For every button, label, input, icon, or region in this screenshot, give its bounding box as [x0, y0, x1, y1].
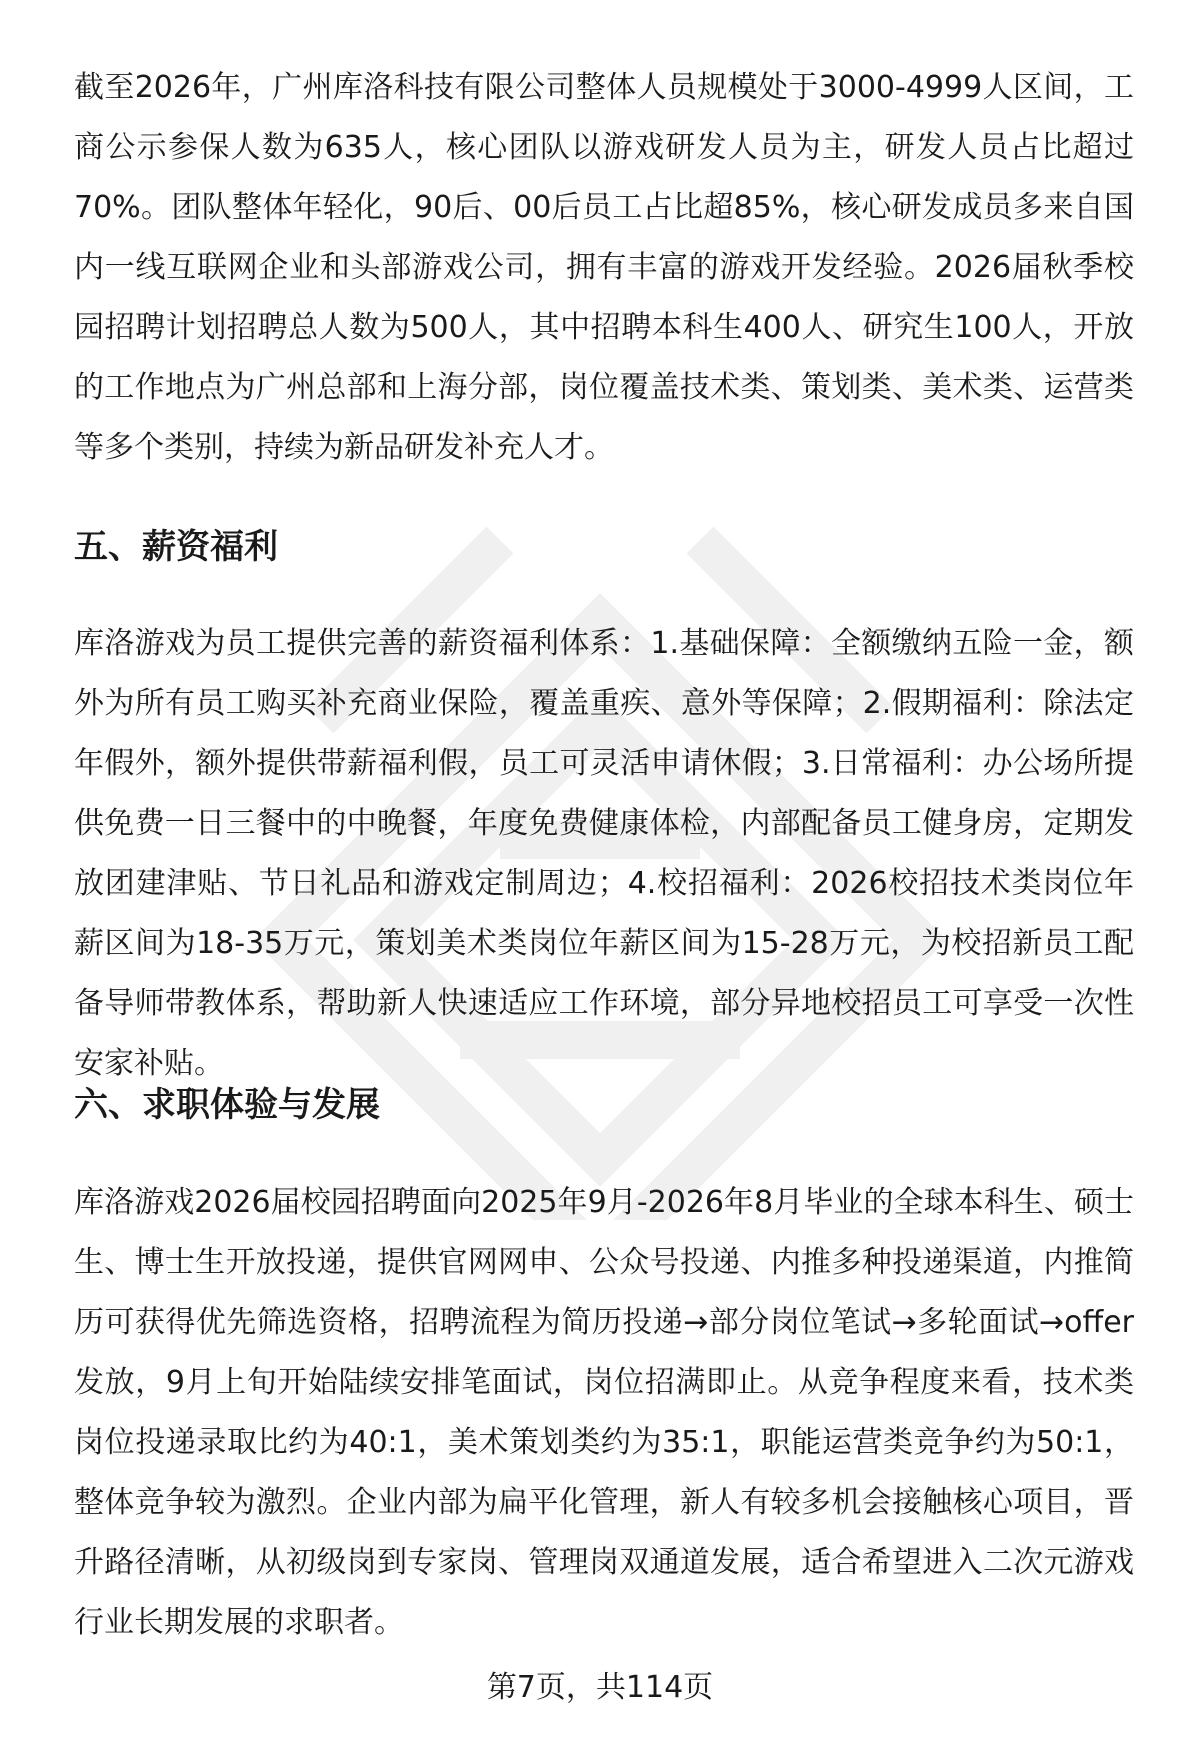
- salary-paragraph: 库洛游戏为员工提供完善的薪资福利体系：1.基础保障：全额缴纳五险一金，额外为所有员工购买补充商业保险，覆盖重疾、意外等保障；2.假期福利：除法定年假外，额外提供带薪福利假，员工可灵活申请休假；3.日常福利：办公场所提供免费一日三餐中的中晚餐，年度免费健康体检，内部配备员工健身房，定期发放团建津贴、节日礼品和游戏定制周边；4.校招福利：2026校招技术类岗位年薪区间为18-35万元，策划美术类岗位年薪区间为15-28万元，为校招新员工配备导师带教体系，帮助新人快速适应工作环境，部分异地校招员工可享受一次性安家补贴。: [74, 626, 1134, 1081]
- experience-paragraph: 库洛游戏2026届校园招聘面向2025年9月-2026年8月毕业的全球本科生、硕士生、博士生开放投递，提供官网网申、公众号投递、内推多种投递渠道，内推简历可获得优先筛选资格，招聘流程为简历投递→部分岗位笔试→多轮面试→offer发放，9月上旬开始陆续安排笔面试，岗位招满即止。从竞争程度来看，技术类岗位投递录取比约为40:1，美术策划类约为35:1，职能运营类竞争约为50:1，整体竞争较为激烈。企业内部为扁平化管理，新人有较多机会接触核心项目，晋升路径清晰，从初级岗到专家岗、管理岗双通道发展，适合希望进入二次元游戏行业长期发展的求职者。: [74, 1185, 1134, 1640]
- page-number-footer: 第7页，共114页: [486, 1670, 714, 1705]
- section-heading-salary: 五、薪资福利: [74, 527, 278, 567]
- section-heading-experience: 六、求职体验与发展: [74, 1085, 380, 1125]
- intro-paragraph: 截至2026年，广州库洛科技有限公司整体人员规模处于3000-4999人区间，工商公示参保人数为635人，核心团队以游戏研发人员为主，研发人员占比超过70%。团队整体年轻化，90后、00后员工占比超85%，核心研发成员多来自国内一线互联网企业和头部游戏公司，拥有丰富的游戏开发经验。2026届秋季校园招聘计划招聘总人数为500人，其中招聘本科生400人、研究生100人，开放的工作地点为广州总部和上海分部，岗位覆盖技术类、策划类、美术类、运营类等多个类别，持续为新品研发补充人才。: [74, 70, 1134, 465]
